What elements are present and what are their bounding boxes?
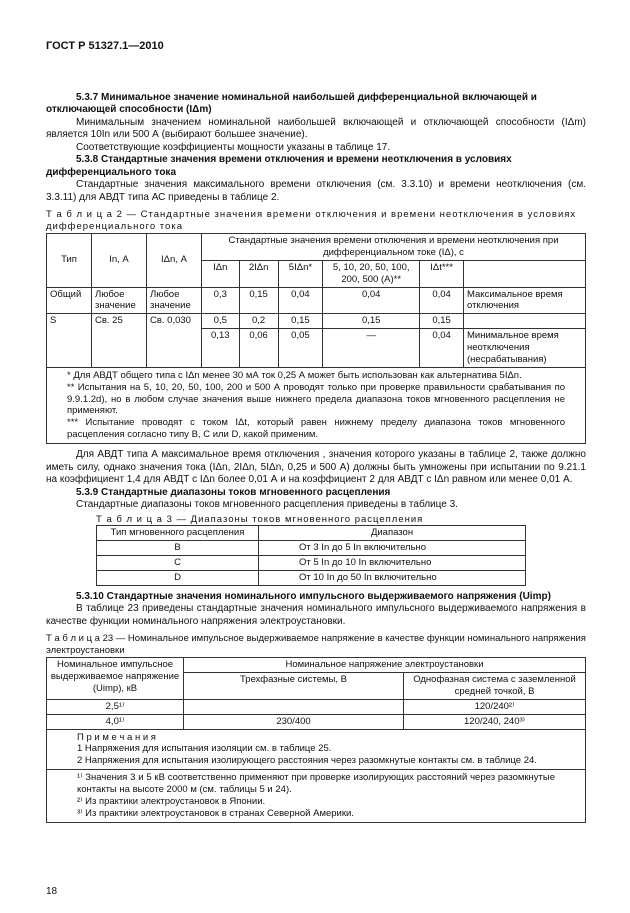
section-5-3-9-title: 5.3.9 Стандартные диапазоны токов мгновенного расцепления: [76, 486, 391, 498]
t23-footnote-1: ¹⁾ Значения 3 и 5 кВ соответственно применяют при проверке изолирующих расстояний через разомкнутые контакты на высоте 2000 м (см. таблицы 5 и 24).: [77, 772, 555, 795]
t2-cell: 0,15: [239, 287, 278, 314]
t2-cell: —: [323, 329, 420, 368]
t23-cell: 2,5¹⁾: [47, 699, 184, 714]
t23-cell: 230/400: [184, 714, 404, 729]
t2-cell: Св. 0,030: [147, 314, 202, 368]
t3-cell: От 3 In до 5 In включительно: [259, 541, 526, 556]
t2-cell: Св. 25: [92, 314, 147, 368]
t3-cell: От 5 In до 10 In включительно: [259, 556, 526, 571]
t2-cell: 0,3: [202, 287, 240, 314]
t2-cell: 0,04: [420, 329, 464, 368]
t23-cell: 120/240²⁾: [404, 699, 586, 714]
t2-header-type: Тип: [47, 234, 92, 288]
table-23-caption: Т а б л и ц а 23 — Номинальное импульсное выдерживаемое напряжение в качестве функции номинального напряжения электроустановки: [46, 633, 586, 657]
t2-cell: 0,15: [420, 314, 464, 329]
section-5-3-7-text-2: Соответствующие коэффициенты мощности указаны в таблице 17.: [76, 141, 391, 153]
t2-cell: Любое значение: [92, 287, 147, 314]
section-5-3-7-text: Минимальным значением номинальной наибольшей включающей и отключающей способности (IΔm) является 10In или 500 А (выбирают большее значение).: [46, 116, 586, 141]
table-23: [46, 657, 586, 823]
paragraph-type-a: Для АВДТ типа А максимальное время отключения , значения которого указаны в таблице 2, также должно иметь силу, однако значения тока (IΔn, 2IΔn, 5IΔn, 0,25 и 500 А) должны быть умножены при испытании по 9.21.1 на коэффициент 1,4 для АВДТ с IΔn более 0,01 А и на коэффициент 2 для АВДТ с IΔn равном или менее 0,01 А.: [46, 449, 586, 485]
t3-cell: B: [97, 541, 259, 556]
t2-cell: S: [47, 314, 92, 368]
t2-cell: Максимальное время отключения: [464, 287, 586, 314]
t3-header-type: Тип мгновенного расцепления: [97, 526, 259, 541]
t2-subheader: 5, 10, 20, 50, 100, 200, 500 (А)**: [323, 260, 420, 287]
t2-cell: Минимальное время неотключения (несрабатывания): [464, 329, 586, 368]
t2-cell: 0,06: [239, 329, 278, 368]
t2-subheader: IΔn: [202, 260, 240, 287]
section-5-3-10-title: 5.3.10 Стандартные значения номинального импульсного выдерживаемого напряжения (Uimp): [76, 590, 551, 602]
section-5-3-7-title: 5.3.7 Минимальное значение номинальной наибольшей дифференциальной включающей и отключающей способности (IΔm): [46, 91, 537, 116]
table-3: [96, 525, 526, 586]
t23-footnotes: [47, 770, 586, 823]
table-2-caption: Т а б л и ц а 2 — Стандартные значения времени отключения и времени неотключения в условиях дифференциального тока: [46, 209, 577, 233]
t2-cell: 0,2: [239, 314, 278, 329]
table-row: [47, 699, 586, 714]
t3-cell: C: [97, 556, 259, 571]
t2-cell: [464, 314, 586, 329]
t2-cell: Любое значение: [147, 287, 202, 314]
t2-cell: 0,05: [278, 329, 323, 368]
t23-notes-title: П р и м е ч а н и я: [77, 731, 156, 743]
t23-cell: 120/240, 240³⁾: [404, 714, 586, 729]
table-row: [97, 571, 526, 586]
t2-subheader-empty: [464, 260, 586, 287]
t23-footnote-3: ³⁾ Из практики электроустановок в странах Северной Америки.: [77, 807, 354, 819]
t2-header-in: In, А: [92, 234, 147, 288]
t2-footnote-1: * Для АВДТ общего типа с IΔn менее 30 мА ток 0,25 А может быть использован как альтернатива 5IΔn.: [67, 369, 522, 381]
table-row: [97, 541, 526, 556]
t2-footnote-2: ** Испытания на 5, 10, 20, 50, 100, 200 и 500 А проводят только при проверке правильности срабатывания по 9.9.1.2d), но в любом случае значения выше нижнего предела диапазона токов мгновенного расцепления не применяют.: [67, 381, 565, 417]
t2-cell: 0,5: [202, 314, 240, 329]
table-row: [97, 556, 526, 571]
t2-footnotes: [47, 367, 586, 443]
t2-header-group: Стандартные значения времени отключения и времени неотключения при дифференциальном токе (IΔ), с: [202, 234, 586, 261]
table-3-caption: Т а б л и ц а 3 — Диапазоны токов мгновенного расцепления: [96, 513, 424, 525]
t23-cell: [184, 699, 404, 714]
t2-cell: 0,15: [323, 314, 420, 329]
t2-footnote-3: *** Испытание проводят с током IΔt, который равен нижнему пределу диапазона токов мгновенного расцепления согласно типу В, С или D, какой применим.: [67, 417, 565, 441]
t23-cell: 4,0¹⁾: [47, 714, 184, 729]
page-number: 18: [46, 886, 58, 897]
table-2: [46, 233, 586, 444]
table-row: [47, 714, 586, 729]
t23-header-single-phase: Однофазная система с заземленной средней точкой, В: [404, 673, 586, 700]
t2-cell: 0,13: [202, 329, 240, 368]
t23-header-uimp: Номинальное импульсное выдерживаемое напряжение (Uimp), кВ: [47, 658, 184, 700]
t2-cell: 0,04: [278, 287, 323, 314]
t23-note-1: 1 Напряжения для испытания изоляции см. в таблице 25.: [77, 743, 332, 755]
t2-subheader: 5IΔn*: [278, 260, 323, 287]
t3-cell: D: [97, 571, 259, 586]
t2-cell: 0,04: [323, 287, 420, 314]
t2-subheader: 2IΔn: [239, 260, 278, 287]
t2-cell: 0,15: [278, 314, 323, 329]
t23-header-three-phase: Трехфазные системы, В: [184, 673, 404, 700]
t23-header-group: Номинальное напряжение электроустановки: [184, 658, 586, 673]
t23-notes: [47, 729, 586, 770]
table-row: [47, 314, 586, 329]
section-5-3-10-text: В таблице 23 приведены стандартные значения номинального импульсного выдерживаемого напряжения в качестве функции номинального напряжения электроустановки.: [46, 603, 586, 627]
section-5-3-8-title: 5.3.8 Стандартные значения времени отключения и времени неотключения в условиях дифференциального тока: [46, 154, 512, 178]
table-row: [47, 287, 586, 314]
t23-note-2: 2 Напряжения для испытания изолирующего расстояния через разомкнутые контакты см. в таблице 24.: [77, 755, 537, 767]
section-5-3-9-text: Стандартные диапазоны токов мгновенного расцепления приведены в таблице 3.: [76, 499, 458, 510]
t3-cell: От 10 In до 50 In включительно: [259, 571, 526, 586]
t2-cell: 0,04: [420, 287, 464, 314]
section-5-3-8-text: Стандартные значения максимального времени отключения (см. 3.3.10) и времени неотключения (см. 3.3.11) для АВДТ типа АС приведены в таблице 2.: [46, 179, 586, 203]
t3-header-range: Диапазон: [259, 526, 526, 541]
t23-footnote-2: ²⁾ Из практики электроустановок в Японии.: [77, 795, 266, 807]
t2-subheader: IΔt***: [420, 260, 464, 287]
document-header: ГОСТ Р 51327.1—2010: [46, 40, 164, 52]
t2-header-idn: IΔn, А: [147, 234, 202, 288]
t2-cell: Общий: [47, 287, 92, 314]
